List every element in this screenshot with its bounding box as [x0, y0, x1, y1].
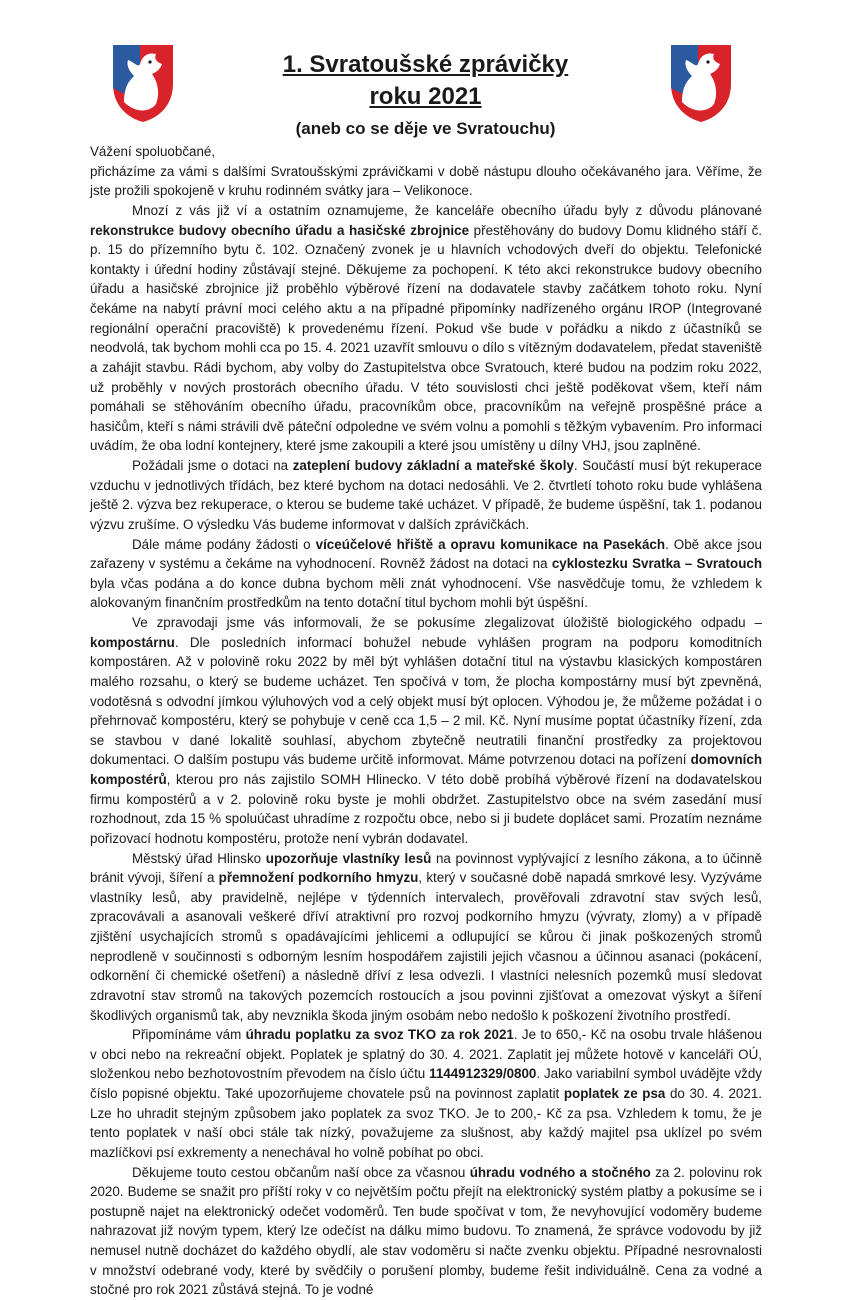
page-title-year: roku 2021 [369, 83, 482, 110]
greeting: Vážení spoluobčané, [90, 144, 216, 159]
paragraph-office-reconstruction: Mnozí z vás již ví a ostatním oznamujeme, že kanceláře obecního úřadu byly z důvodu plánované rekonstrukce budovy obecního úřadu a hasičské zbrojnice přestěhovány do budovy Domu klidného stáří č. p. 15 do přízemního bytu č. 102. Označený zvonek je u hlavních vchodových dveří do objektu. Telefonické kontakty i úřední hodiny zůstávají stejné. Děkujeme za pochopení. K této akci rekonstrukce budovy obecního úřadu a hasičské zbrojnice již proběhlo výběrové řízení na dodavatele stavby začátkem tohoto roku. Nyní čekáme na nabytí právní moci celého aktu a na případné připomínky nadřízeného orgánu IROP (Integrované regionální operační pracoviště) k provedenému řízení. Pokud vše bude v pořádku a nikdo z účastníků se neodvolá, tak bychom mohli cca po 15. 4. 2021 uzavřít smlouvu o dílo s vítězným dodavatelem, předat staveniště a zahájit stavbu. Rádi bychom, aby volby do Zastupitelstva obce Svratouch, které budou na podzim roku 2022, už proběhly v nových prostorách obecního úřadu. V této souvislosti chci ještě poděkovat všem, kteří nám pomáhali se stěhováním obecního úřadu, pracovníkům obce, pracovníkům na veřejně prospěšné práce a hasičům, kteří s námi strávili dvě páteční odpoledne ve svém volnu a pomohli s těžkým vybavením. Pro informaci uvádím, že oba lodní kontejnery, které jsme zakoupili a které jsou umístěny u dílny VHJ, jsou zaplněné. [90, 202, 763, 454]
page-title: 1. Svratoušské zprávičky [282, 51, 569, 78]
paragraph-composting: Ve zpravodaji jsme vás informovali, že se pokusíme zlegalizovat úložiště biologického odpadu – kompostárnu. Dle posledních informací bohužel nebude vyhlášen program na podporu komoditních kompostáren. Až v polovině roku 2022 by měl být vyhlášen dotační titul na výstavbu klasických kompostáren malého rozsahu, o který se budeme ucházet. Ten spočívá v tom, že plocha kompostárny musí být zpevněná, vodotěsná s odvodní jímkou výluhových vod a celý objekt musí být oplocen. Výhodou je, že můžeme požádat i o přehrnovač kompostéru, který se pohybuje v ceně cca 1,5 – 2 mil. Kč. Nyní musíme poptat účastníky řízení, zda se stavbou v dané lokalitě souhlasí, abychom zbytečně neutratili finanční prostředky za projektovou dokumentaci. O dalším postupu vás budeme určitě informovat. Máme potvrzenou dotaci na pořízení domovních kompostérů, kterou pro nás zajistilo SOMH Hlinecko. V této době probíhá výběrové řízení na dodavatelskou firmu kompostérů a v 2. polovině roku byste je mohli obdržet. Zastupitelstvo obce na svém zasedání musí rozhodnout, zda 15 % spoluúčast uhradíme z rozpočtu obce, nebo si ji budete doplácet sami. Prozatím neznáme pořizovací hodnotu kompostéru, protože není vybrán dodavatel. [90, 615, 762, 846]
paragraph-school-insulation: Požádali jsme o dotaci na zateplení budovy základní a mateřské školy. Součástí musí být rekuperace vzduchu v jednotlivých třídách, bez které bychom na dotaci nedosáhli. Ve 2. čtvrtletí tohoto roku bude vyhlášena ještě 2. výzva bez rekuperace, o kterou se budeme také ucházet. V případě, že budeme úspěšní, tak 1. podanou výzvu zrušíme. O výsledku Vás budeme informovat v dalších zprávičkách. [90, 458, 762, 532]
article-body [90, 142, 762, 1300]
paragraph-forest-owners: Městský úřad Hlinsko upozorňuje vlastníky lesů na povinnost vyplývající z lesního zákona, a to účinně bránit vývoji, šíření a přemnožení podkorního hmyzu, který v současné době napadá smrkové lesy. Vyzýváme vlastníky lesů, aby pravidelně, nejlépe v týdenních intervalech, prověřovali zdravotní stav svých lesů, zpracovávali a asanovali veškeré dříví atraktivní pro rozvoj podkorního hmyzu (vývraty, zlomy) a v případě zjištění usychajících stromů s opadávajícími jehlicemi a odlupující se kůrou či jinak poškozených stromů neprodleně v součinnosti s odborným lesním hospodářem zajistili jejich včasnou a účinnou asanaci (pokácení, odkornění či chemické ošetření) a následně dříví z lesa odvezli. I vlastníci nelesních pozemků musí sledovat zdravotní stav stromů na takových pozemcích rostoucích a jsou povinni zjišťovat a omezovat výskyt a šíření škodlivých organismů tak, aby nevznikla škoda jiným osobám nebo nedošlo k poškození životního prostředí. [90, 850, 762, 1023]
paragraph-fees: Připomínáme vám úhradu poplatku za svoz TKO za rok 2021. Je to 650,- Kč na osobu trvale hlášenou v obci nebo na rekreační objekt. Poplatek je splatný do 30. 4. 2021. Zaplatit jej můžete hotově v kanceláři OÚ, složenkou nebo bezhotovostním převodem na číslo účtu 1144912329/0800. Jako variabilní symbol uvádějte vždy číslo popisné objektu. Také upozorňujeme chovatele psů na povinnost zaplatit poplatek ze psa do 30. 4. 2021. Lze ho uhradit stejným způsobem jako poplatek za svoz TKO. Je to 200,- Kč za psa. Vzhledem k tomu, že je tento poplatek v naší obci stále tak nízký, považujeme za slušnost, aby každý majitel psa uklízel po svém mazlíčkovi psí exkrementy a nenechával ho volně pobíhat po obci. [90, 1027, 762, 1160]
paragraph-grant-applications: Dále máme podány žádosti o víceúčelové hřiště a opravu komunikace na Pasekách. Obě akce jsou zařazeny v systému a čekáme na vyhodnocení. Rovněž žádost na dotaci na cyklostezku Svratka – Svratouch byla včas podána a do konce dubna bychom měli znát vyhodnocení. Vše nasvědčuje tomu, že vzhledem k alokovaným finančním prostředkům na tento dotační titul bychom mohli být úspěšní. [90, 536, 763, 611]
intro-paragraph: přicházíme za vámi s dalšími Svratoušskými zprávičkami v době nástupu dlouho očekávaného jara. Věříme, že jste prožili spokojeně v kruhu rodinném svátky jara – Velikonoce. [90, 163, 762, 199]
paragraph-water-fees: Děkujeme touto cestou občanům naší obce za včasnou úhradu vodného a stočného za 2. polovinu rok 2020. Budeme se snažit pro příští roky v co největším počtu přejít na elektronický systém platby a pokusíme se i postupně najet na elektronický odečet vodoměrů. Ten bude spočívat v tom, že nevyhovující vodoměry budeme nahrazovat již novým typem, který lze odečíst na dálku mimo budovu. To znamená, že správce vodovodu by již nemusel nutně docházet do každého obydlí, ale stav vodoměru si načte zvenku objektu. Případné nesrovnalosti v množství odebrané vody, které by svědčily o porušení plomby, budeme řešit individuálně. Cena za vodné a stočné pro rok 2021 zůstává stejná. To je vodné [90, 1164, 762, 1298]
page-subtitle: (aneb co se děje ve Svratouchu) [295, 119, 556, 138]
